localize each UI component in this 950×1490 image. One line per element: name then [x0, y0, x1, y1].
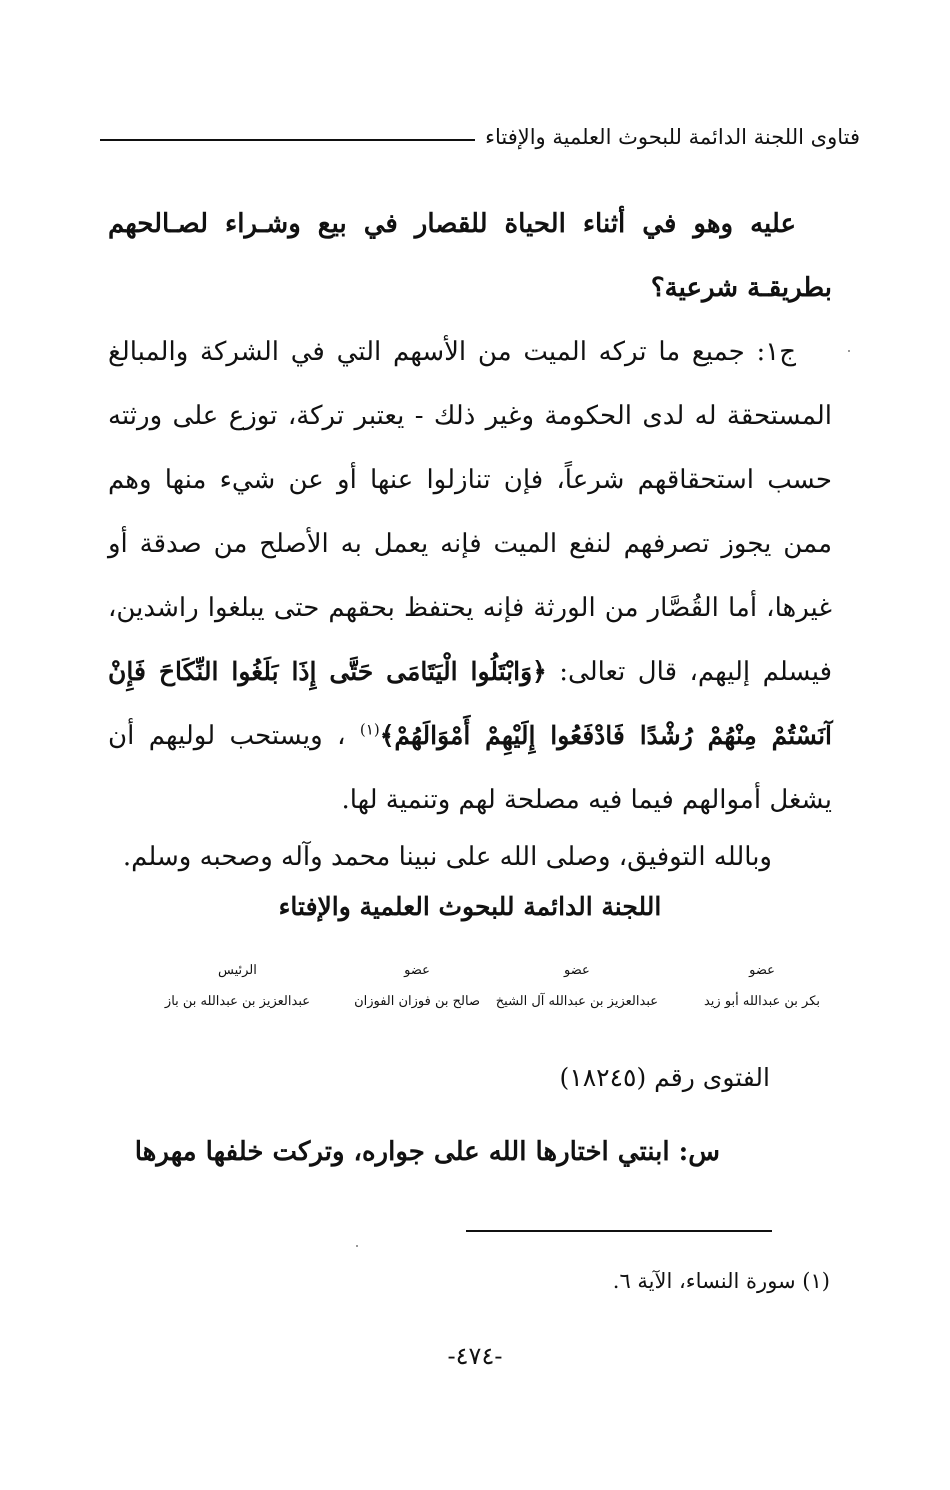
- answer-text-after-verse: ، ويستحب لوليهم أن يشغل أموالهم فيما فيه مصلحة لهم وتنمية لها.: [108, 721, 832, 815]
- member-role: الرئيس: [218, 963, 257, 978]
- footnote: (١) سورة النساء، الآية ٦.: [612, 1269, 830, 1293]
- running-header: [100, 120, 860, 160]
- member-role: عضو: [749, 963, 775, 978]
- member-name: بكر بن عبدالله أبو زيد: [703, 994, 820, 1009]
- member-4: [704, 962, 820, 1011]
- answer-text-before-verse: ج١: جميع ما تركه الميت من الأسهم التي في الشركة والمبالغ المستحقة له لدى الحكومة وغير ذلك - يعتبر تركة، توزع على ورثته حسب استحقاقهم شرعاً، فإن تنازلوا عنها أو عن شيء منها وهم ممن يجوز تصرفهم لنفع الميت فإنه يعمل به الأصلح من صدقة أو غيرها، أما القُصَّار من الورثة فإنه يحتفظ بحقهم حتى يبلغوا راشدين، فيسلم إليهم، قال تعالى:: [108, 337, 832, 687]
- member-3: [496, 962, 658, 1011]
- committee-signatures: [120, 962, 820, 1032]
- footnote-separator: [466, 1230, 772, 1232]
- speck-mark: [848, 350, 850, 352]
- member-name: عبدالعزيز بن عبدالله بن باز: [164, 994, 310, 1009]
- answer-paragraph: [108, 320, 832, 832]
- member-role: عضو: [404, 963, 430, 978]
- header-title: فتاوى اللجنة الدائمة للبحوث العلمية والإفتاء: [475, 122, 860, 152]
- committee-title: اللجنة الدائمة للبحوث العلمية والإفتاء: [278, 892, 662, 921]
- closing-line: وبالله التوفيق، وصلى الله على نبينا محمد وآله وصحبه وسلم.: [122, 842, 772, 872]
- fatwa-number: الفتوى رقم (١٨٢٤٥): [559, 1063, 770, 1092]
- quran-verse: ﴿وَابْتَلُوا الْيَتَامَى حَتَّى إِذَا بَلَغُوا النِّكَاحَ فَإِنْ آنَسْتُمْ مِنْهُمْ رُشْدًا فَادْفَعُوا إِلَيْهِمْ أَمْوَالَهُمْ﴾: [108, 657, 832, 750]
- next-question: س: ابنتي اختارها الله على جواره، وتركت خلفها مهرها: [134, 1137, 720, 1167]
- main-text: [108, 192, 832, 930]
- member-name: عبدالعزيز بن عبدالله آل الشيخ: [495, 994, 658, 1009]
- speck-mark: [356, 1245, 358, 1247]
- member-2: [354, 962, 480, 1011]
- member-name: صالح بن فوزان الفوزان: [354, 994, 480, 1009]
- page-number: -٤٧٤-: [447, 1342, 503, 1370]
- footnote-reference: (١): [359, 720, 380, 739]
- member-role: عضو: [564, 963, 590, 978]
- question-continuation: عليه وهو في أثناء الحياة للقصار في بيع وشـراء لصـالحهم بطريقـة شرعية؟: [108, 209, 832, 303]
- member-president: [165, 962, 310, 1011]
